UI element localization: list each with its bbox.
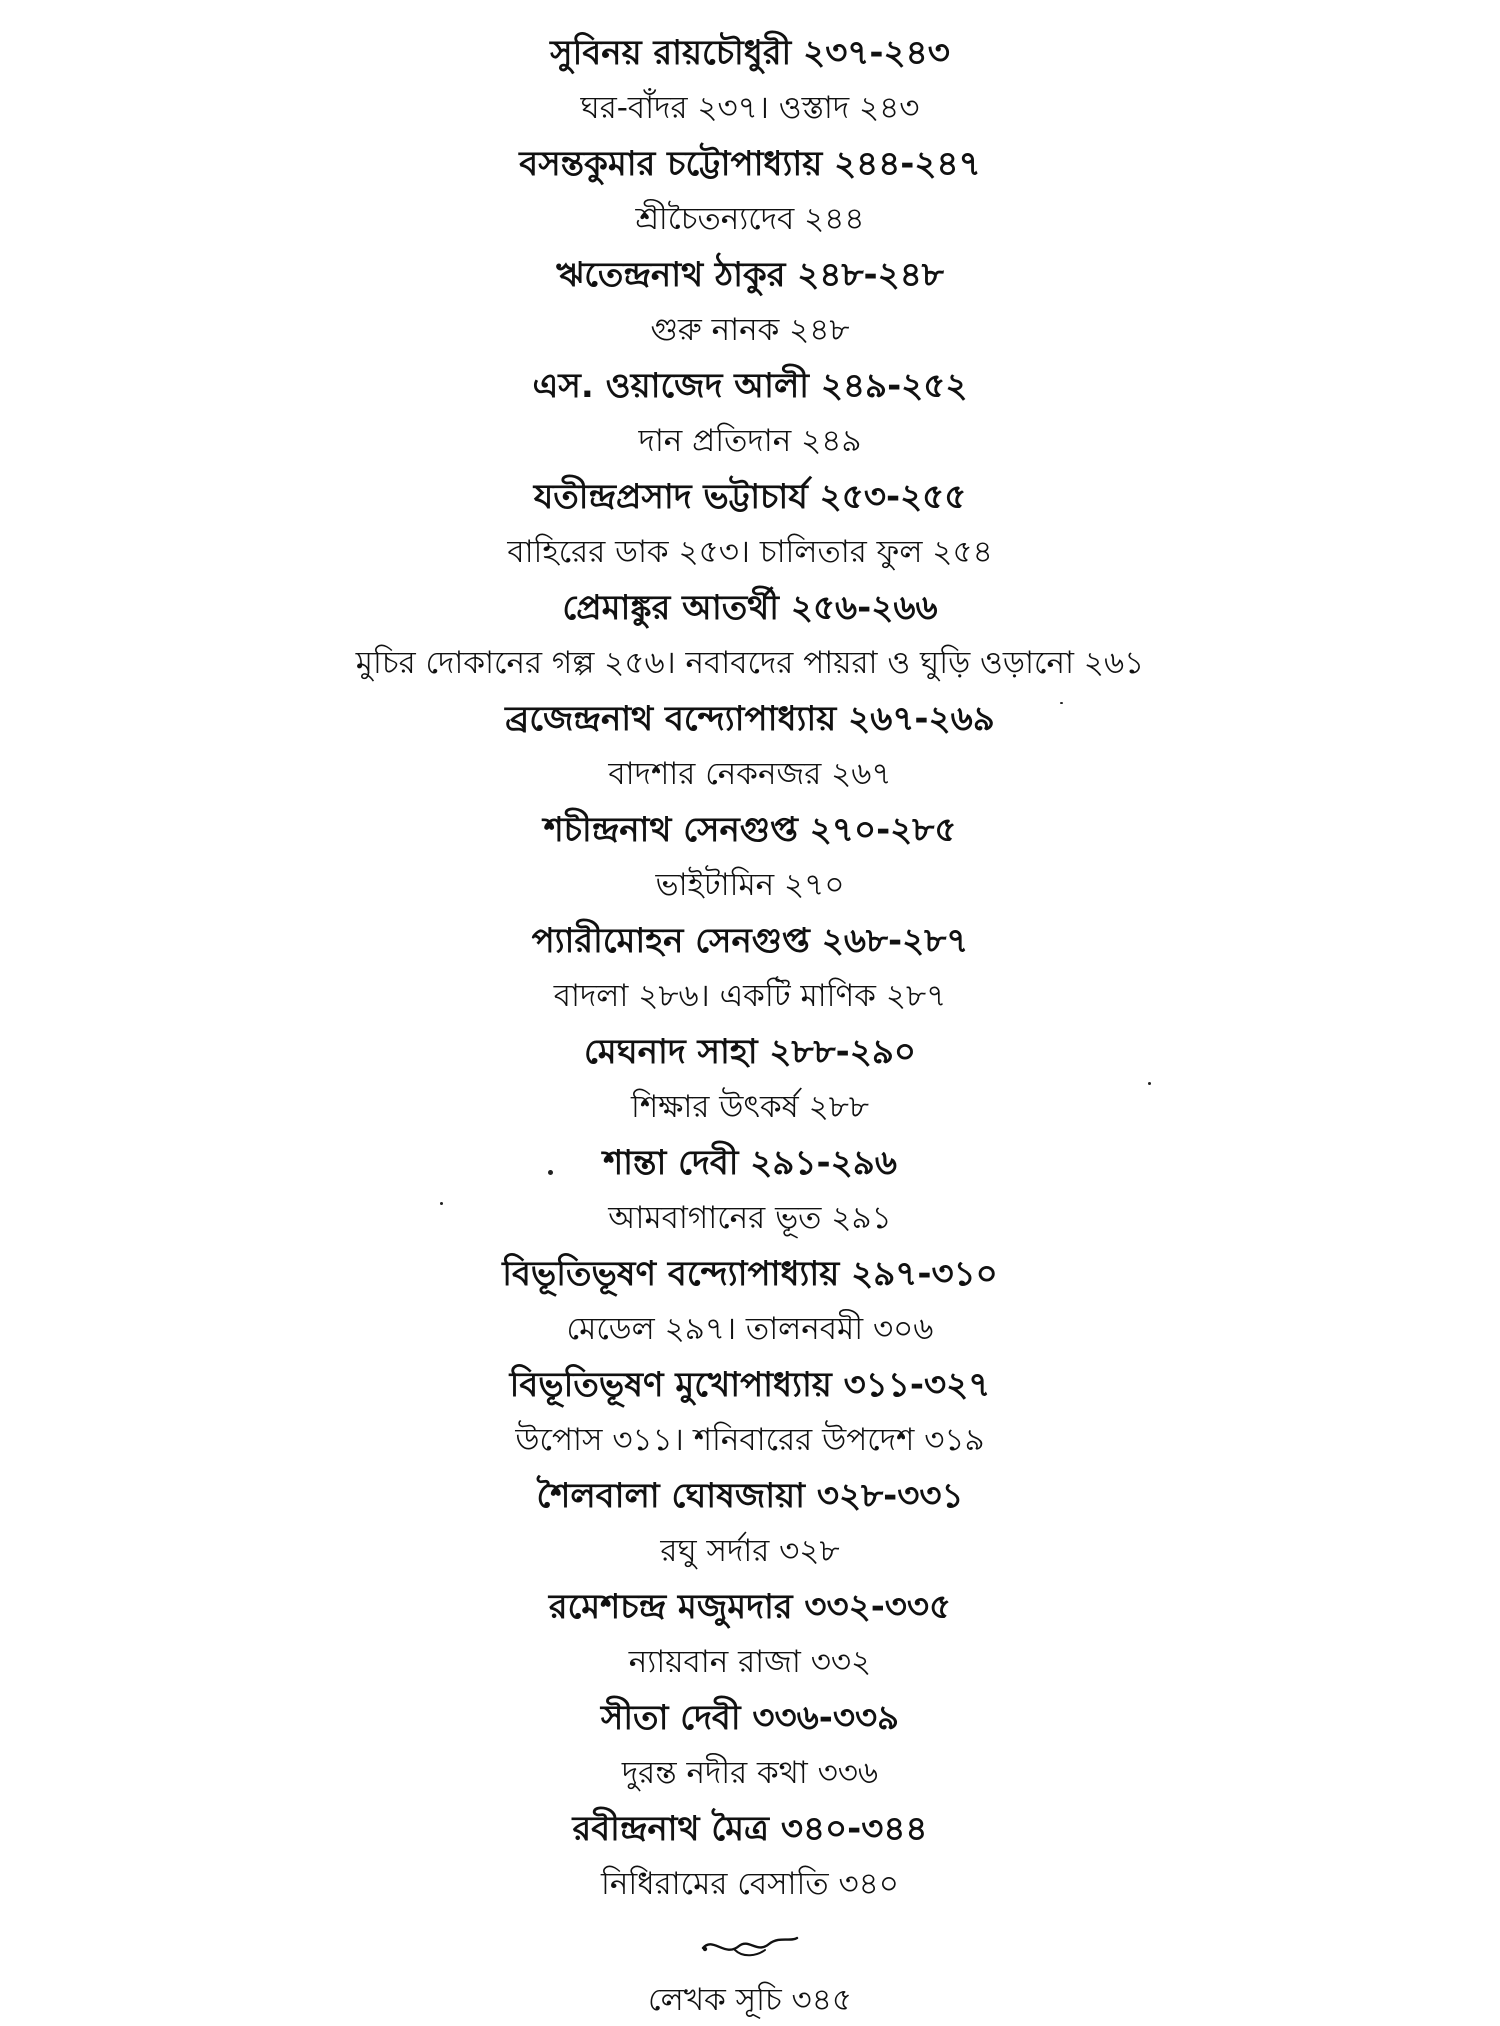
contents-entry — [0, 1134, 1500, 1244]
author-heading: প্রেমাঙ্কুর আতর্থী ২৫৬-২৬৬ — [562, 588, 938, 628]
contents-entry — [0, 801, 1500, 911]
works-line: বাহিরের ডাক ২৫৩। চালিতার ফুল ২৫৪ — [507, 534, 993, 570]
contents-entry — [0, 357, 1500, 467]
author-heading: শান্তা দেবী ২৯১-২৯৬ — [603, 1143, 897, 1183]
works-line: শ্রীচৈতন্যদেব ২৪৪ — [635, 201, 865, 237]
works-line: ন্যায়বান রাজা ৩৩২ — [628, 1644, 872, 1680]
contents-entry — [0, 912, 1500, 1022]
works-line: ঘর-বাঁদর ২৩৭। ওস্তাদ ২৪৩ — [580, 90, 920, 126]
author-heading: সীতা দেবী ৩৩৬-৩৩৯ — [600, 1698, 900, 1738]
works-line: দুরন্ত নদীর কথা ৩৩৬ — [621, 1755, 879, 1791]
author-heading: সুবিনয় রায়চৌধুরী ২৩৭-২৪৩ — [550, 33, 950, 73]
author-heading: রমেশচন্দ্র মজুমদার ৩৩২-৩৩৫ — [548, 1587, 952, 1627]
author-heading: বিভূতিভূষণ বন্দ্যোপাধ্যায় ২৯৭-৩১০ — [502, 1254, 998, 1294]
author-heading: ব্রজেন্দ্রনাথ বন্দ্যোপাধ্যায় ২৬৭-২৬৯ — [505, 699, 995, 739]
print-speck — [440, 1202, 443, 1205]
print-speck — [548, 1170, 553, 1175]
contents-entry — [0, 579, 1500, 689]
author-heading: বিভূতিভূষণ মুখোপাধ্যায় ৩১১-৩২৭ — [509, 1365, 991, 1405]
contents-entry — [0, 246, 1500, 356]
print-speck — [1148, 1082, 1151, 1085]
author-heading: মেঘনাদ সাহা ২৮৮-২৯০ — [583, 1032, 917, 1072]
works-line: বাদশার নেকনজর ২৬৭ — [608, 756, 892, 792]
contents-entry — [0, 468, 1500, 578]
works-line: মেডেল ২৯৭। তালনবমী ৩০৬ — [566, 1311, 934, 1347]
author-heading: শচীন্দ্রনাথ সেনগুপ্ত ২৭০-২৮৫ — [543, 810, 957, 850]
works-line: রঘু সর্দার ৩২৮ — [660, 1533, 840, 1569]
contents-entry — [0, 135, 1500, 245]
author-heading: শৈলবালা ঘোষজায়া ৩২৮-৩৩১ — [536, 1476, 964, 1516]
contents-entry — [0, 24, 1500, 134]
author-heading: প্যারীমোহন সেনগুপ্ত ২৬৮-২৮৭ — [531, 921, 969, 961]
works-line: নিধিরামের বেসাতি ৩৪০ — [601, 1866, 899, 1902]
author-heading: এস. ওয়াজেদ আলী ২৪৯-২৫২ — [532, 366, 968, 406]
author-heading: ঋতেন্দ্রনাথ ঠাকুর ২৪৮-২৪৮ — [556, 255, 944, 295]
contents-entry — [0, 1467, 1500, 1577]
flourish-ornament-icon — [0, 1928, 1500, 1962]
contents-entry — [0, 690, 1500, 800]
works-line: মুচির দোকানের গল্প ২৫৬। নবাবদের পায়রা ও ঘুড়ি ওড়ানো ২৬১ — [355, 645, 1145, 681]
contents-entry — [0, 1578, 1500, 1688]
author-index-link: লেখক সূচি ৩৪৫ — [648, 1982, 852, 2018]
works-line: দান প্রতিদান ২৪৯ — [638, 423, 862, 459]
works-line: উপোস ৩১১। শনিবারের উপদেশ ৩১৯ — [515, 1422, 985, 1458]
author-heading: রবীন্দ্রনাথ মৈত্র ৩৪০-৩৪৪ — [572, 1809, 928, 1849]
works-line: শিক্ষার উৎকর্ষ ২৮৮ — [631, 1089, 869, 1125]
author-heading: বসন্তকুমার চট্টোপাধ্যায় ২৪৪-২৪৭ — [519, 144, 981, 184]
table-of-contents — [0, 24, 1500, 2026]
works-line: বাদলা ২৮৬। একটি মাণিক ২৮৭ — [553, 978, 947, 1014]
works-line: ভাইটামিন ২৭০ — [655, 867, 845, 903]
contents-list — [0, 24, 1500, 1910]
contents-entry — [0, 1245, 1500, 1355]
contents-entry — [0, 1356, 1500, 1466]
contents-entry — [0, 1800, 1500, 1910]
author-heading: যতীন্দ্রপ্রসাদ ভট্টাচার্য ২৫৩-২৫৫ — [533, 477, 967, 517]
print-speck — [1060, 702, 1063, 704]
works-line: গুরু নানক ২৪৮ — [650, 312, 850, 348]
contents-entry — [0, 1023, 1500, 1133]
contents-entry — [0, 1689, 1500, 1799]
works-line: আমবাগানের ভূত ২৯১ — [608, 1200, 892, 1236]
